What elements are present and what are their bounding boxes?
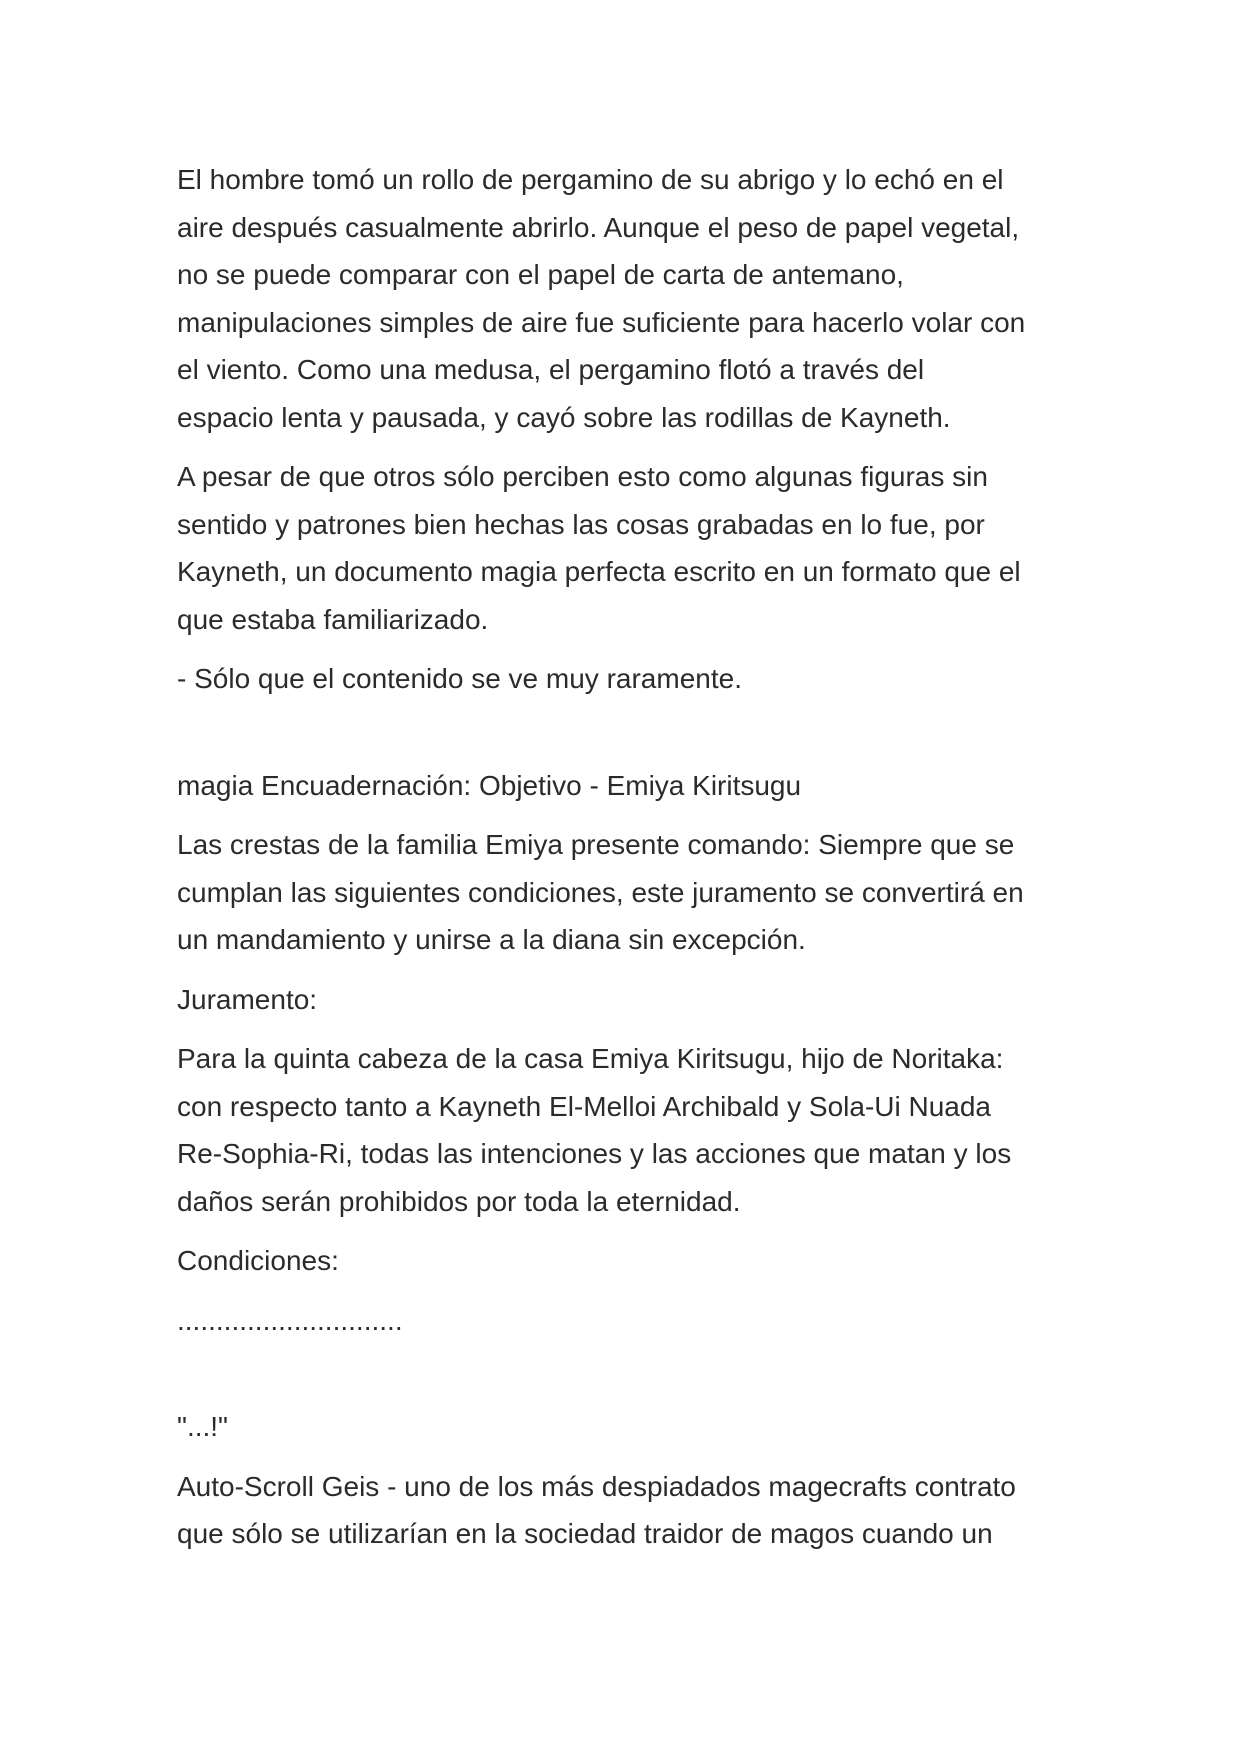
text-line: aire después casualmente abrirlo. Aunque el peso de papel vegetal, <box>177 211 1020 243</box>
paragraph <box>177 156 1077 441</box>
text-line: El hombre tomó un rollo de pergamino de su abrigo y lo echó en el <box>177 164 1004 195</box>
paragraph <box>177 655 1077 703</box>
paragraph <box>177 1035 1077 1225</box>
text-line: que estaba familiarizado. <box>177 603 489 635</box>
text-line: Auto-Scroll Geis - uno de los más despiadados magecrafts contrato <box>177 1470 1016 1502</box>
text-line: Condiciones: <box>177 1245 339 1276</box>
paragraph <box>177 821 1077 964</box>
paragraph <box>177 1463 1077 1558</box>
text-line: cumplan las siguientes condiciones, este juramento se convertirá en <box>177 876 1024 908</box>
ellipsis-line <box>177 1297 1077 1345</box>
text-line: con respecto tanto a Kayneth El-Melloi Archibald y Sola-Ui Nuada <box>177 1090 991 1122</box>
text-line: sentido y patrones bien hechas las cosas grabadas en lo fue, por <box>177 508 985 540</box>
section-heading <box>177 762 1077 810</box>
text-line: el viento. Como una medusa, el pergamino flotó a través del <box>177 354 925 385</box>
text-line: Kayneth, un documento magia perfecta escrito en un formato que el <box>177 556 1021 587</box>
paragraph <box>177 453 1077 643</box>
text-line: no se puede comparar con el papel de carta de antemano, <box>177 259 904 290</box>
text-line: Para la quinta cabeza de la casa Emiya Kiritsugu, hijo de Noritaka: <box>177 1043 1004 1074</box>
text-line: magia Encuadernación: Objetivo - Emiya Kiritsugu <box>177 769 802 801</box>
text-line: A pesar de que otros sólo perciben esto como algunas figuras sin <box>177 461 988 492</box>
text-line: daños serán prohibidos por toda la eternidad. <box>177 1185 741 1217</box>
blank-line <box>177 715 1077 762</box>
text-line: Re-Sophia-Ri, todas las intenciones y las acciones que matan y los <box>177 1138 1012 1169</box>
text-line: - Sólo que el contenido se ve muy raramente. <box>177 663 742 694</box>
text-line: Juramento: <box>177 983 318 1015</box>
text-line: espacio lenta y pausada, y cayó sobre las rodillas de Kayneth. <box>177 401 951 433</box>
text-line: que sólo se utilizarían en la sociedad traidor de magos cuando un <box>177 1518 993 1549</box>
paragraph-label <box>177 1237 1077 1285</box>
text-line: manipulaciones simples de aire fue suficiente para hacerlo volar con <box>177 306 1026 338</box>
dialogue-line <box>177 1403 1077 1451</box>
text-line: Las crestas de la familia Emiya presente comando: Siempre que se <box>177 829 1015 860</box>
document-body <box>177 156 1077 1570</box>
text-line: "...!" <box>177 1411 228 1442</box>
paragraph-label <box>177 976 1077 1024</box>
text-line: un mandamiento y unirse a la diana sin excepción. <box>177 924 806 955</box>
blank-line <box>177 1356 1077 1403</box>
text-line: ............................. <box>177 1304 403 1336</box>
